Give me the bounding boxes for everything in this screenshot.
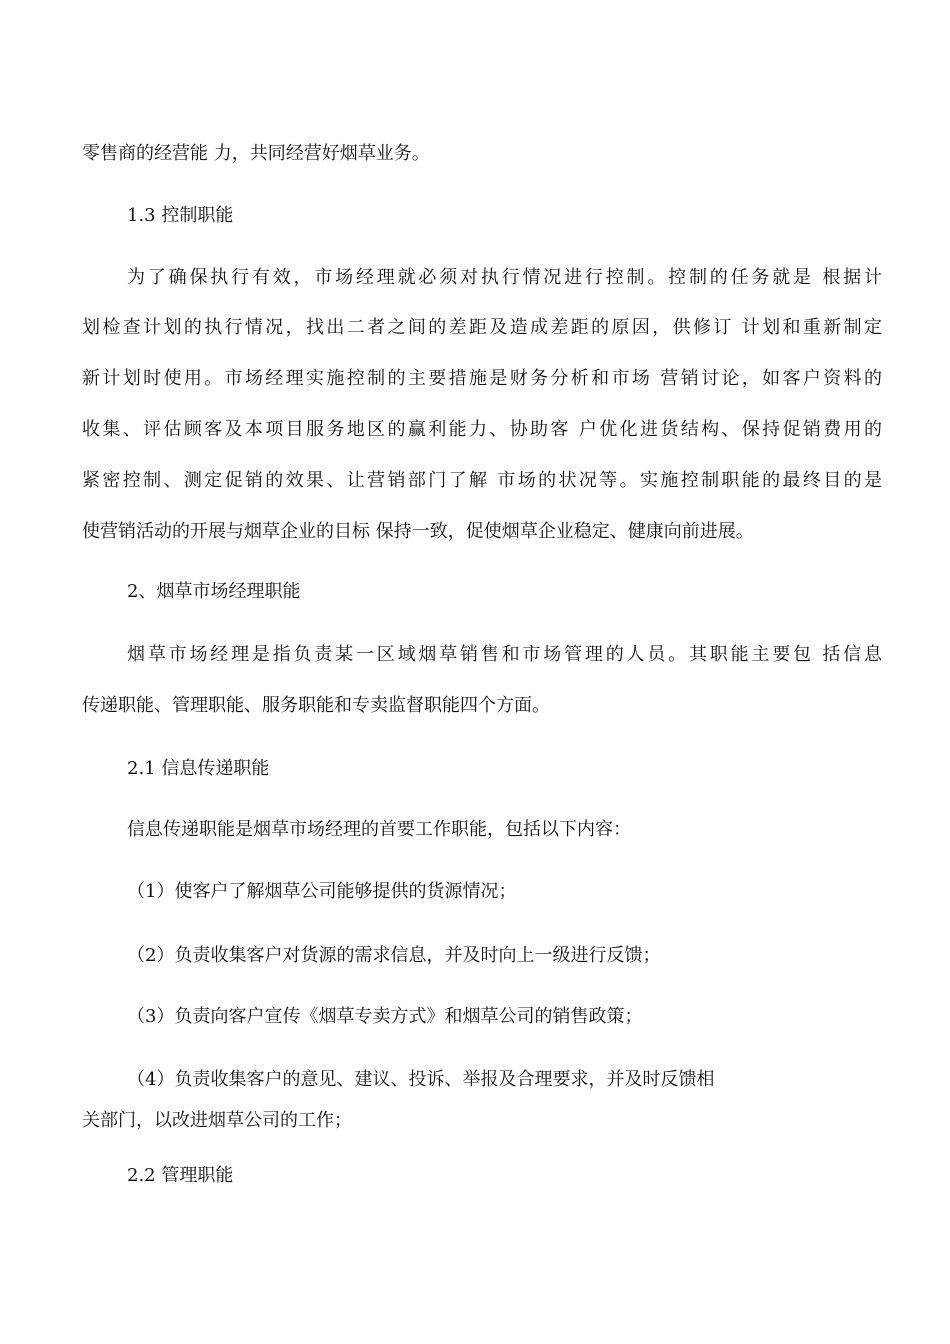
paragraph-line: 划检查计划的执行情况，找出二者之间的差距及造成差距的原因，供修订 计划和重新制定	[82, 317, 882, 338]
paragraph-line: 信息传递职能是烟草市场经理的首要工作职能，包括以下内容：	[127, 819, 631, 840]
list-item-4: （4）负责收集客户的意见、建议、投诉、举报及合理要求，并及时反馈相	[127, 1069, 715, 1090]
list-item-3: （3）负责向客户宣传《烟草专卖方式》和烟草公司的销售政策；	[127, 1006, 643, 1027]
section-heading-1-3: 1.3 控制职能	[127, 205, 234, 226]
paragraph-line: 传递职能、管理职能、服务职能和专卖监督职能四个方面。	[82, 695, 550, 716]
paragraph-line: 使营销活动的开展与烟草企业的目标 保持一致，促使烟草企业稳定、健康向前进展。	[82, 521, 754, 542]
paragraph-line: 为了确保执行有效，市场经理就必须对执行情况进行控制。控制的任务就是 根据计	[127, 267, 882, 288]
paragraph-line: 烟草市场经理是指负责某一区域烟草销售和市场管理的人员。其职能主要包 括信息	[127, 644, 882, 665]
section-heading-2-1: 2.1 信息传递职能	[127, 758, 270, 779]
paragraph-line: 收集、评估顾客及本项目服务地区的赢利能力、协助客 户优化进货结构、保持促销费用的	[82, 419, 882, 440]
paragraph-line: 新计划时使用。市场经理实施控制的主要措施是财务分析和市场 营销讨论，如客户资料的	[82, 368, 882, 389]
section-heading-2-2: 2.2 管理职能	[127, 1165, 234, 1186]
list-item-4-continuation: 关部门，以改进烟草公司的工作；	[82, 1110, 352, 1131]
list-item-1: （1）使客户了解烟草公司能够提供的货源情况；	[127, 881, 517, 902]
paragraph-line: 紧密控制、测定促销的效果、让营销部门了解 市场的状况等。实施控制职能的最终目的是	[82, 470, 882, 491]
section-heading-2: 2、烟草市场经理职能	[127, 581, 301, 602]
paragraph-line-continuation: 零售商的经营能 力，共同经营好烟草业务。	[82, 143, 430, 164]
list-item-2: （2）负责收集客户对货源的需求信息，并及时向上一级进行反馈；	[127, 945, 661, 966]
